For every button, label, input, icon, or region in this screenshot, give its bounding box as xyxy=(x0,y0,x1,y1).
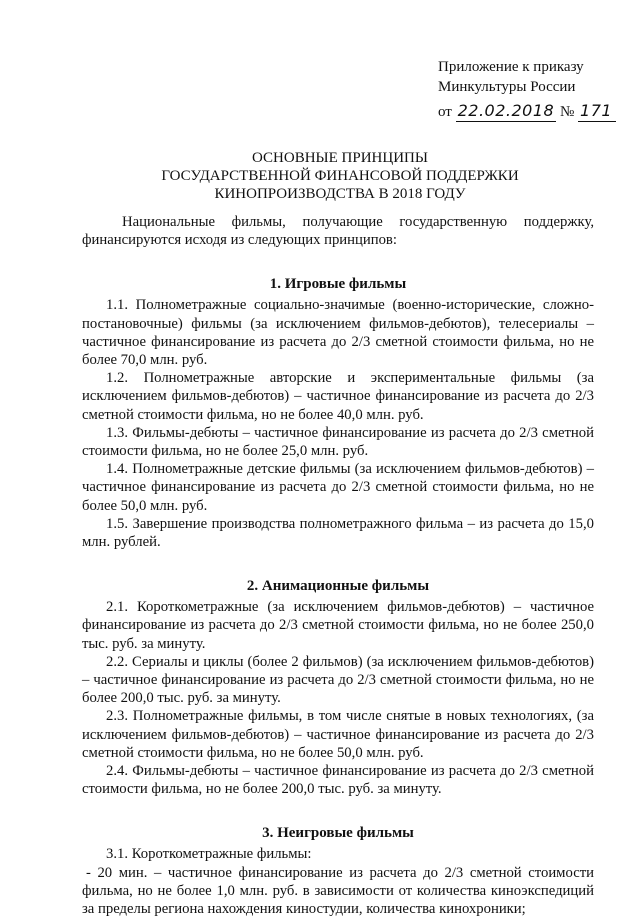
section-documentary-films xyxy=(82,824,594,918)
appendix-header xyxy=(438,57,613,122)
paragraph: 1.3. Фильмы-дебюты – частичное финансирование из расчета до 2/3 сметной стоимости фильма, но не более 25,0 млн. руб. xyxy=(82,424,594,460)
appendix-line-2: Минкультуры России xyxy=(438,79,576,95)
document-body xyxy=(82,213,594,918)
order-date-number xyxy=(438,101,613,122)
intro-paragraph: Национальные фильмы, получающие государственную поддержку, финансируются исходя из следующих принципов: xyxy=(82,214,594,249)
order-number: 171 xyxy=(578,101,616,122)
paragraph: 1.5. Завершение производства полнометражного фильма – из расчета до 15,0 млн. рублей. xyxy=(82,515,594,551)
order-date: 22.02.2018 xyxy=(457,101,555,120)
paragraph: 2.1. Короткометражные (за исключением фильмов-дебютов) – частичное финансирование из расчета до 2/3 сметной стоимости фильма, но не более 250,0 тыс. руб. за минуту. xyxy=(82,599,594,652)
paragraph: 2.3. Полнометражные фильмы, в том числе снятые в новых технологиях, (за исключением фильмов-дебютов) – частичное финансирование из расчета до 2/3 сметной стоимости фильма, но не более 50,0 млн. руб. xyxy=(82,708,594,761)
section-heading: 3. Неигровые фильмы xyxy=(262,825,414,842)
spacer xyxy=(82,798,594,824)
title-line-3: КИНОПРОИЗВОДСТВА В 2018 ГОДУ xyxy=(214,186,466,202)
section-feature-films xyxy=(82,275,594,551)
paragraph: 2.2. Сериалы и циклы (более 2 фильмов) (за исключением фильмов-дебютов) – частичное финансирование из расчета до 2/3 сметной стоимости фильма, но не более 200,0 тыс. руб. за минуту. xyxy=(82,653,594,707)
document-title xyxy=(80,149,600,203)
section-heading: 1. Игровые фильмы xyxy=(269,276,407,293)
paragraph: 1.4. Полнометражные детские фильмы (за исключением фильмов-дебютов) – частичное финансирование из расчета до 2/3 сметной стоимости фильма, но не более 50,0 млн. руб. xyxy=(82,461,594,514)
title-line-2: ГОСУДАРСТВЕННОЙ ФИНАНСОВОЙ ПОДДЕРЖКИ xyxy=(161,168,519,184)
section-animated-films xyxy=(82,577,594,798)
section-heading: 2. Анимационные фильмы xyxy=(246,578,430,595)
number-prefix: № xyxy=(559,104,575,120)
bullet-paragraph: - 20 мин. – частичное финансирование из расчета до 2/3 сметной стоимости фильма, но не более 1,0 млн. руб. в зависимости от количества киноэкспедиций за пределы региона нахождения киностудии, количества кинохроники; xyxy=(82,864,594,918)
paragraph: 2.4. Фильмы-дебюты – частичное финансирование из расчета до 2/3 сметной стоимости фильма, но не более 200,0 тыс. руб. за минуту. xyxy=(82,763,594,798)
paragraph: 1.2. Полнометражные авторские и экспериментальные фильмы (за исключением фильмов-дебютов) – частичное финансирование из расчета до 2/3 сметной стоимости фильма, но не более 40,0 млн. руб. xyxy=(82,370,594,423)
appendix-line-1: Приложение к приказу xyxy=(438,59,584,75)
title-line-1: ОСНОВНЫЕ ПРИНЦИПЫ xyxy=(252,150,428,166)
date-prefix: от xyxy=(438,104,452,120)
spacer xyxy=(82,551,594,577)
paragraph: 1.1. Полнометражные социально-значимые (военно-исторические, сложно-постановочные) фильмы (за исключением фильмов-дебютов), телесериалы – частичное финансирование из расчета до 2/3 сметной стоимости фильма, но не более 70,0 млн. руб. xyxy=(82,297,594,369)
paragraph: 3.1. Короткометражные фильмы: xyxy=(106,846,312,863)
